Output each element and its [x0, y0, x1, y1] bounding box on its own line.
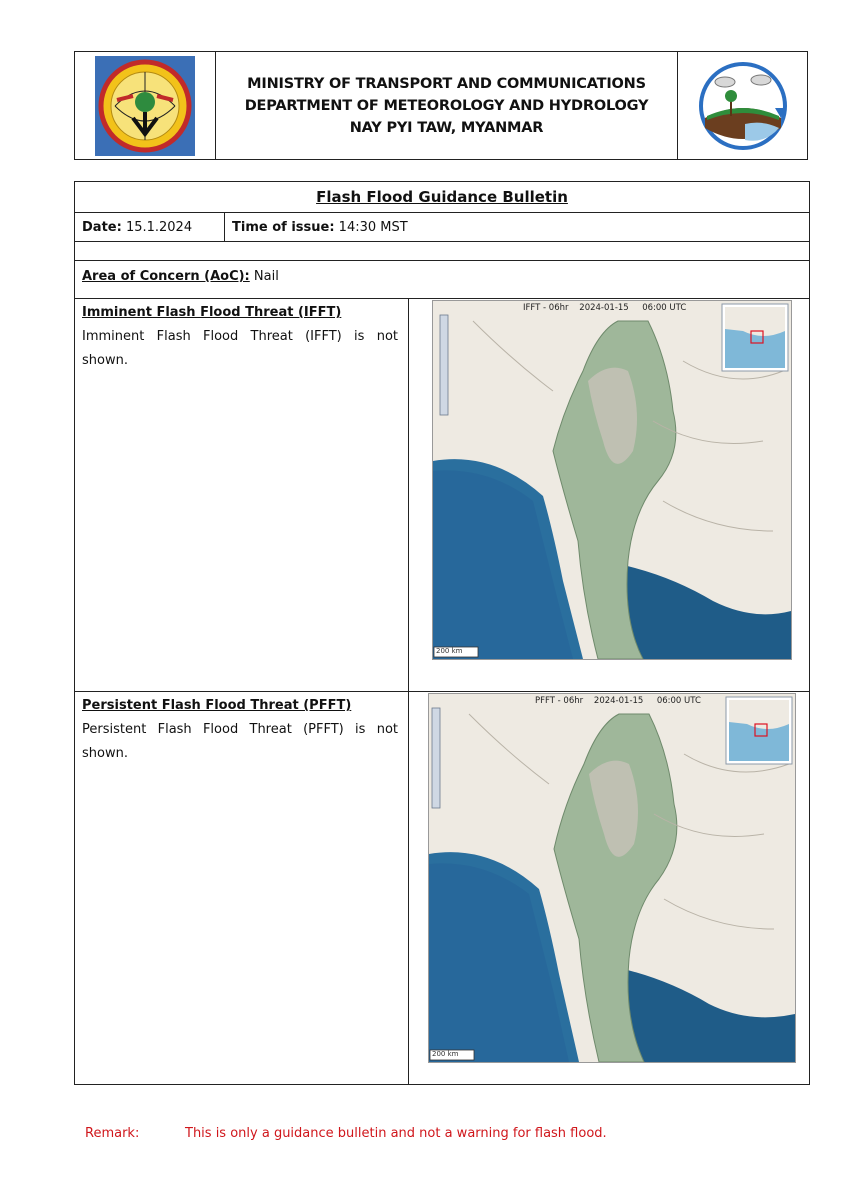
- location: NAY PYI TAW, MYANMAR: [349, 119, 544, 136]
- pfft-body: Persistent Flash Flood Threat (PFFT) is not shown.: [82, 722, 398, 761]
- date-value: 15.1.2024: [125, 220, 193, 235]
- pfft-row: [75, 692, 809, 1085]
- date-label: Date:: [82, 220, 122, 235]
- pfft-map-scale: 200 km: [432, 1050, 459, 1058]
- ministry-name: MINISTRY OF TRANSPORT AND COMMUNICATIONS: [247, 75, 646, 92]
- ifft-map[interactable]: [432, 300, 792, 660]
- dmh-logo: [677, 52, 807, 159]
- pfft-map-graphic: [429, 694, 795, 1062]
- remark: [85, 1126, 607, 1141]
- ifft-map-graphic: [433, 301, 791, 659]
- letterhead: [74, 51, 808, 160]
- date-row: [75, 213, 809, 261]
- pfft-heading: Persistent Flash Flood Threat (PFFT): [82, 698, 352, 713]
- bulletin-table: [74, 181, 810, 1085]
- ifft-body: Imminent Flash Flood Threat (IFFT) is not shown.: [82, 329, 398, 368]
- pfft-text-cell: [75, 692, 409, 1085]
- date-cell: [75, 213, 225, 241]
- remark-label: Remark:: [85, 1126, 140, 1141]
- department-name: DEPARTMENT OF METEOROLOGY AND HYDROLOGY: [244, 97, 649, 114]
- ifft-map-caption: IFFT - 06hr 2024-01-15 06:00 UTC: [523, 303, 687, 313]
- time-cell: [232, 213, 408, 248]
- remark-text: This is only a guidance bulletin and not a warning for flash flood.: [185, 1126, 607, 1141]
- letterhead-title: [216, 52, 677, 159]
- aoc-row: [75, 261, 809, 299]
- time-value: 14:30 MST: [338, 220, 408, 235]
- aoc-value: Nail: [253, 269, 279, 284]
- ifft-row: [75, 299, 809, 692]
- date-row-divider: [75, 241, 809, 242]
- pfft-map[interactable]: [428, 693, 796, 1063]
- time-label: Time of issue:: [232, 220, 335, 235]
- aoc-label: Area of Concern (AoC):: [82, 269, 250, 284]
- ifft-map-scale: 200 km: [436, 647, 463, 655]
- ifft-text-cell: [75, 299, 409, 691]
- bulletin-title: Flash Flood Guidance Bulletin: [75, 182, 809, 213]
- pfft-map-caption: PFFT - 06hr 2024-01-15 06:00 UTC: [535, 696, 701, 706]
- ministry-logo: [75, 52, 216, 159]
- ifft-heading: Imminent Flash Flood Threat (IFFT): [82, 305, 342, 320]
